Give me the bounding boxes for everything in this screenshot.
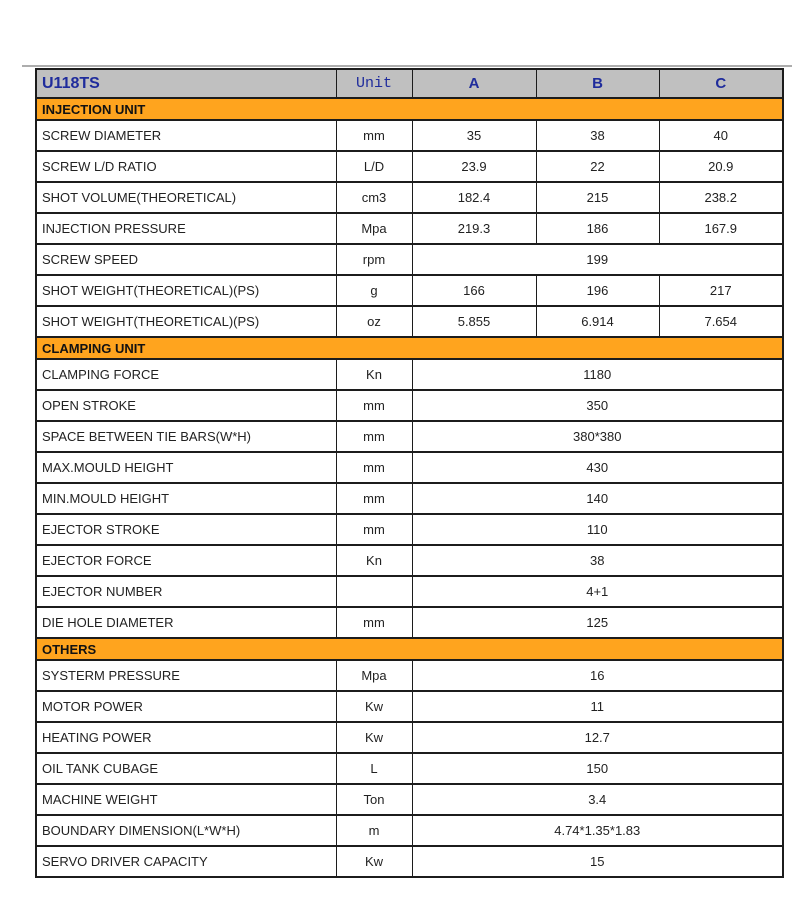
spec-name: SYSTERM PRESSURE [36, 660, 336, 691]
spec-unit: oz [336, 306, 412, 337]
spec-name: SCREW L/D RATIO [36, 151, 336, 182]
spec-value-shared: 150 [412, 753, 783, 784]
spec-name: BOUNDARY DIMENSION(L*W*H) [36, 815, 336, 846]
spec-value-c: 217 [659, 275, 783, 306]
spec-unit: mm [336, 607, 412, 638]
spec-name: EJECTOR FORCE [36, 545, 336, 576]
spec-value-a: 23.9 [412, 151, 536, 182]
spec-unit: mm [336, 390, 412, 421]
column-header-b: B [536, 69, 659, 98]
spec-name: SHOT WEIGHT(THEORETICAL)(PS) [36, 275, 336, 306]
spec-value-a: 219.3 [412, 213, 536, 244]
spec-value-b: 6.914 [536, 306, 659, 337]
spec-unit: Kn [336, 359, 412, 390]
spec-unit: mm [336, 120, 412, 151]
spec-name: OPEN STROKE [36, 390, 336, 421]
section-row-others [36, 638, 783, 660]
table-row [36, 452, 783, 483]
spec-unit: Ton [336, 784, 412, 815]
spec-name: MACHINE WEIGHT [36, 784, 336, 815]
table-header-row [36, 69, 783, 98]
spec-unit: Kw [336, 722, 412, 753]
table-row [36, 691, 783, 722]
spec-value-c: 40 [659, 120, 783, 151]
machine-spec-table [35, 68, 784, 878]
spec-name: OIL TANK CUBAGE [36, 753, 336, 784]
spec-unit [336, 576, 412, 607]
spec-value-shared: 11 [412, 691, 783, 722]
table-row [36, 182, 783, 213]
spec-unit: Kn [336, 545, 412, 576]
spec-unit: mm [336, 421, 412, 452]
table-row [36, 784, 783, 815]
section-title: INJECTION UNIT [36, 98, 783, 120]
spec-value-shared: 430 [412, 452, 783, 483]
spec-value-c: 7.654 [659, 306, 783, 337]
table-row [36, 213, 783, 244]
spec-unit: m [336, 815, 412, 846]
table-row [36, 545, 783, 576]
spec-unit: mm [336, 483, 412, 514]
spec-value-shared: 380*380 [412, 421, 783, 452]
section-row-clamping-unit [36, 337, 783, 359]
model-name: U118TS [36, 69, 336, 98]
table-row [36, 846, 783, 877]
spec-name: DIE HOLE DIAMETER [36, 607, 336, 638]
spec-unit: Mpa [336, 213, 412, 244]
table-row [36, 359, 783, 390]
table-row [36, 421, 783, 452]
table-row [36, 390, 783, 421]
spec-name: MOTOR POWER [36, 691, 336, 722]
spec-unit: Kw [336, 691, 412, 722]
section-title: CLAMPING UNIT [36, 337, 783, 359]
spec-value-c: 238.2 [659, 182, 783, 213]
spec-name: SHOT WEIGHT(THEORETICAL)(PS) [36, 306, 336, 337]
spec-value-shared: 140 [412, 483, 783, 514]
spec-value-shared: 110 [412, 514, 783, 545]
spec-name: SHOT VOLUME(THEORETICAL) [36, 182, 336, 213]
table-row [36, 514, 783, 545]
table-row [36, 607, 783, 638]
spec-unit: rpm [336, 244, 412, 275]
spec-value-b: 196 [536, 275, 659, 306]
unit-column-header: Unit [336, 69, 412, 98]
spec-name: CLAMPING FORCE [36, 359, 336, 390]
spec-name: SPACE BETWEEN TIE BARS(W*H) [36, 421, 336, 452]
table-row [36, 120, 783, 151]
table-row [36, 576, 783, 607]
spec-value-shared: 38 [412, 545, 783, 576]
spec-value-shared: 4+1 [412, 576, 783, 607]
table-row [36, 722, 783, 753]
spec-name: MAX.MOULD HEIGHT [36, 452, 336, 483]
spec-name: SCREW SPEED [36, 244, 336, 275]
column-header-a: A [412, 69, 536, 98]
spec-unit: mm [336, 514, 412, 545]
spec-value-a: 5.855 [412, 306, 536, 337]
spec-unit: mm [336, 452, 412, 483]
spec-unit: cm3 [336, 182, 412, 213]
spec-name: SERVO DRIVER CAPACITY [36, 846, 336, 877]
spec-value-shared: 199 [412, 244, 783, 275]
spec-unit: g [336, 275, 412, 306]
table-row [36, 244, 783, 275]
spec-name: MIN.MOULD HEIGHT [36, 483, 336, 514]
table-row [36, 660, 783, 691]
spec-name: EJECTOR STROKE [36, 514, 336, 545]
table-row [36, 815, 783, 846]
spec-value-a: 166 [412, 275, 536, 306]
spec-value-b: 22 [536, 151, 659, 182]
spec-value-shared: 350 [412, 390, 783, 421]
spec-value-b: 215 [536, 182, 659, 213]
spec-unit: Kw [336, 846, 412, 877]
spec-unit: Mpa [336, 660, 412, 691]
spec-value-shared: 15 [412, 846, 783, 877]
column-header-c: C [659, 69, 783, 98]
spec-name: HEATING POWER [36, 722, 336, 753]
table-row [36, 753, 783, 784]
spec-value-c: 20.9 [659, 151, 783, 182]
table-row [36, 306, 783, 337]
spec-value-b: 38 [536, 120, 659, 151]
section-title: OTHERS [36, 638, 783, 660]
spec-value-a: 35 [412, 120, 536, 151]
spec-name: INJECTION PRESSURE [36, 213, 336, 244]
table-row [36, 275, 783, 306]
spec-name: EJECTOR NUMBER [36, 576, 336, 607]
spec-unit: L/D [336, 151, 412, 182]
table-row [36, 483, 783, 514]
page-divider-line [22, 65, 792, 67]
spec-value-c: 167.9 [659, 213, 783, 244]
spec-value-a: 182.4 [412, 182, 536, 213]
spec-value-shared: 16 [412, 660, 783, 691]
spec-value-shared: 125 [412, 607, 783, 638]
spec-value-shared: 4.74*1.35*1.83 [412, 815, 783, 846]
spec-value-b: 186 [536, 213, 659, 244]
spec-unit: L [336, 753, 412, 784]
section-row-injection-unit [36, 98, 783, 120]
table-row [36, 151, 783, 182]
spec-name: SCREW DIAMETER [36, 120, 336, 151]
spec-value-shared: 3.4 [412, 784, 783, 815]
spec-value-shared: 1180 [412, 359, 783, 390]
spec-value-shared: 12.7 [412, 722, 783, 753]
